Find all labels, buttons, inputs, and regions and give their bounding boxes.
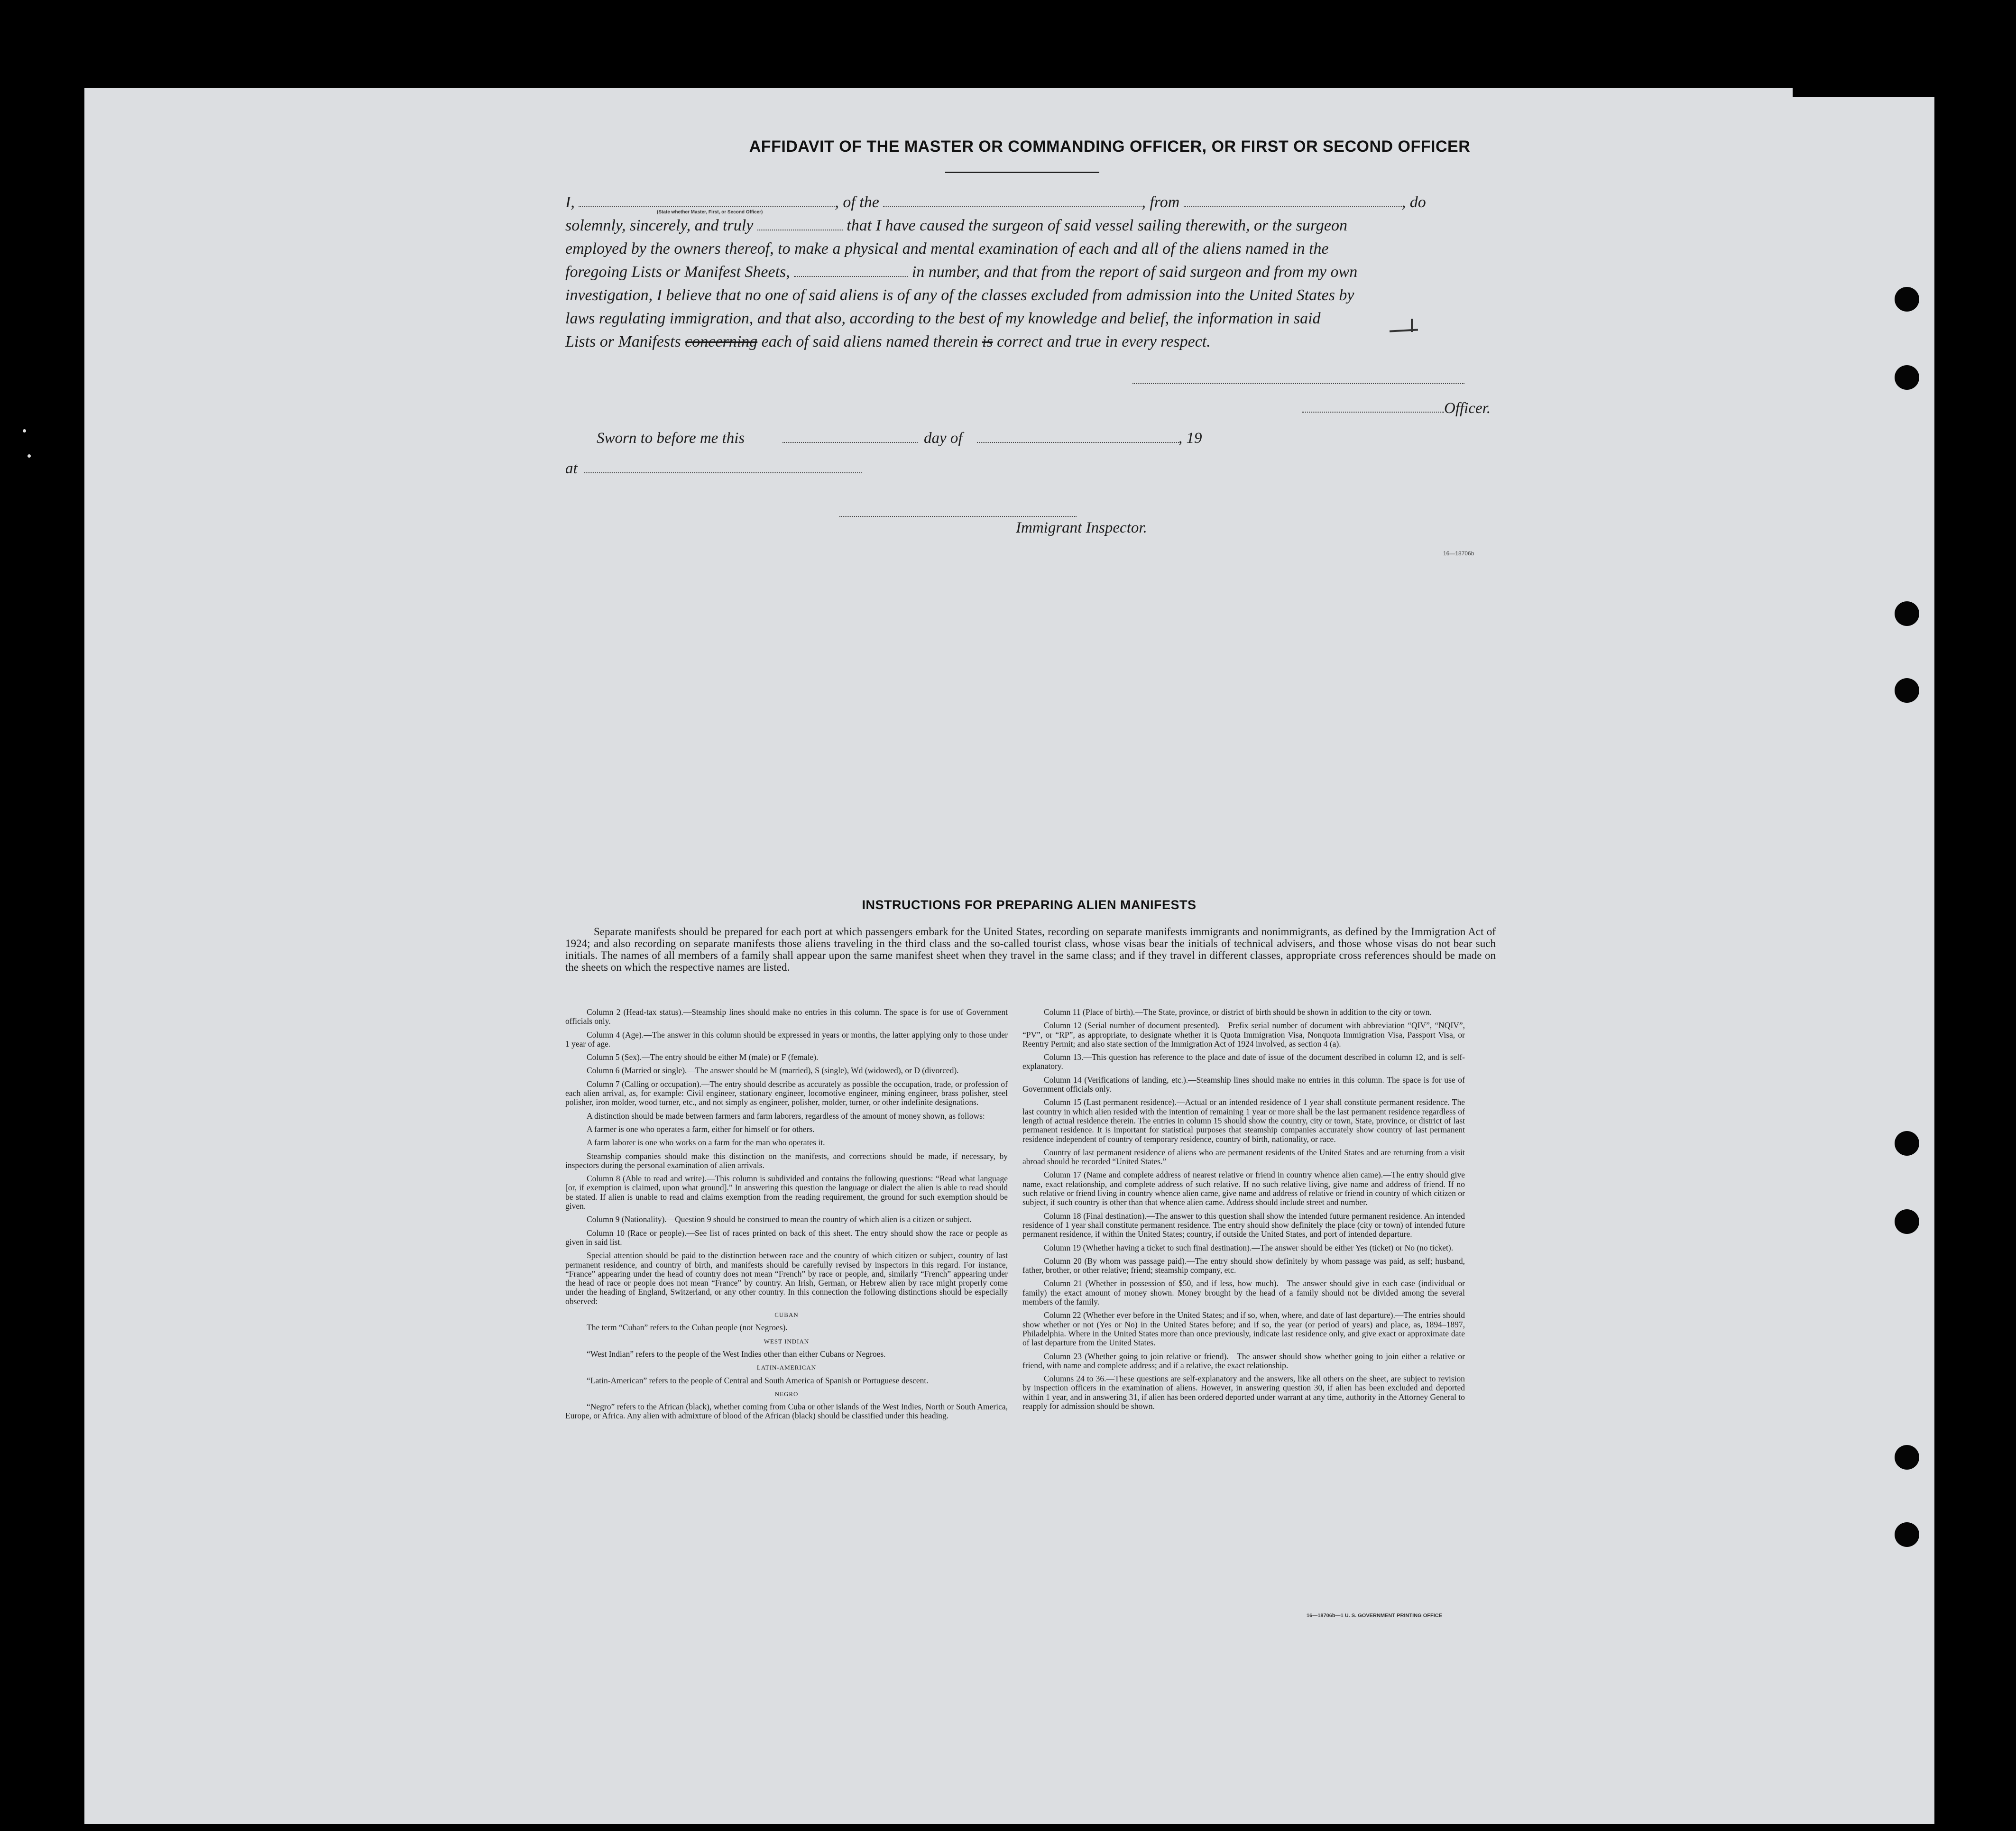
oath-line-4: [565, 260, 1498, 284]
margin-speck: [23, 429, 26, 432]
instruction-paragraph: Column 18 (Final destination).—The answer to this question shall show the intended future permanent residence. An intended residence of 1 year shall constitute permanent residence. The entry should show definitely the place (city or town) of intended future permanent residence, if within the United States; country, if outside the United States, and port of intended departure.: [1022, 1211, 1465, 1239]
oath-text: Lists or Manifests: [565, 333, 681, 350]
binder-hole: [1895, 1131, 1919, 1156]
cuban-text: The term “Cuban” refers to the Cuban people (not Negroes).: [587, 1323, 788, 1333]
instruction-paragraph: Column 15 (Last permanent residence).—Actual or an intended residence of 1 year shall constitute permanent residence. The last country in which alien resided with the intention of remaining 1 year or more shall be the last permanent residence regardless of length of actual residence therein. The entries in column 15 should show the country, city or town, State, province, or district of last permanent residence. It is important for statistical purposes that steamship companies accurately show country of last permanent residence independent of country of temporary residence, country of birth, nationality, or race.: [1022, 1097, 1465, 1144]
negro-text: “Negro” refers to the African (black), whether coming from Cuba or other islands of the West Indies, North or South America, Europe, or Africa. Any alien with admixture of blood of the African (black) should be classified under this heading.: [565, 1402, 1008, 1421]
binder-hole: [1895, 678, 1919, 703]
instruction-paragraph: Column 19 (Whether having a ticket to such final destination).—The answer should be either Yes (ticket) or No (no ticket).: [1044, 1242, 1454, 1252]
binder-hole: [1895, 287, 1919, 312]
handwritten-mark: [1411, 319, 1413, 332]
oath-text: foregoing Lists or Manifest Sheets,: [565, 263, 790, 281]
instruction-paragraph: Special attention should be paid to the distinction between race and the country of which citizen or subject, country of last permanent residence, and country of birth, and manifests should be carefully revised by inspectors in this regard. For instance, “France” appearing under the head of country does not mean “French” by race or people, and, similarly “French” appearing under the head of race or people does not mean “France” by country. An Irish, German, or Hebrew alien by race might properly come under the heading of England, Switzerland, or any other country. In this connection the following distinctions should be especially observed:: [565, 1251, 1008, 1306]
year-label: , 19: [1178, 430, 1202, 447]
sheet-count-field[interactable]: [794, 264, 908, 277]
oath-text: in number, and that from the report of said surgeon and from my own: [911, 263, 1358, 281]
officer-label: Officer.: [1444, 400, 1491, 417]
inspector-label: Immigrant Inspector.: [1016, 519, 1147, 536]
west-indian-text: “West Indian” refers to the people of the West Indies other than either Cubans or Negroes.: [587, 1349, 886, 1359]
affidavit-oath: [565, 191, 1498, 353]
title-rule: [945, 172, 1099, 173]
instruction-paragraph: Column 6 (Married or single).—The answer should be M (married), S (single), Wd (widowed), or D (divorced).: [587, 1066, 959, 1076]
binder-hole: [1895, 1445, 1919, 1470]
binder-hole: [1895, 365, 1919, 390]
latin-american-text: “Latin-American” refers to the people of Central and South America of Spanish or Portuguese descent.: [587, 1375, 929, 1385]
rank-field-note: (State whether Master, First, or Second Officer): [657, 210, 763, 215]
oath-text: solemnly, sincerely, and truly: [565, 217, 754, 234]
cuban-heading: CUBAN: [774, 1311, 799, 1319]
oath-from: , from: [1141, 193, 1180, 211]
affidavit-title: AFFIDAVIT OF THE MASTER OR COMMANDING OFFICER, OR FIRST OR SECOND OFFICER: [749, 138, 1471, 156]
oath-line-2: [565, 214, 1498, 237]
instruction-paragraph: Column 14 (Verifications of landing, etc.).—Steamship lines should make no entries in this column. The space is for use of Government officials only.: [1022, 1075, 1465, 1094]
oath-text: that I have caused the surgeon of said vessel sailing therewith, or the surgeon: [847, 217, 1348, 234]
sworn-label: Sworn to before me this: [597, 430, 745, 447]
instruction-paragraph: Column 11 (Place of birth).—The State, province, or district of birth should be shown in addition to the city or town.: [1044, 1007, 1432, 1017]
instruction-paragraph: A farm laborer is one who works on a farm for the man who operates it.: [587, 1138, 825, 1148]
instruction-paragraph: Country of last permanent residence of aliens who are permanent residents of the United States and are returning from a visit abroad should be recorded “United States.”: [1022, 1147, 1465, 1167]
page-corner: [1793, 88, 1935, 97]
oath-i: I,: [565, 193, 575, 211]
struck-word: is: [982, 333, 993, 350]
negro-heading: NEGRO: [774, 1390, 799, 1398]
oath-of: , of the: [835, 193, 879, 211]
oath-text: each of said aliens named therein: [761, 333, 978, 350]
instructions-title: INSTRUCTIONS FOR PREPARING ALIEN MANIFESTS: [862, 898, 1197, 912]
at-label: at: [565, 460, 578, 477]
oath-line-5: investigation, I believe that no one of said aliens is of any of the classes excluded from admission into the United States by: [565, 286, 1354, 304]
instruction-paragraph: Column 9 (Nationality).—Question 9 should be construed to mean the country of which alien is a citizen or subject.: [587, 1215, 972, 1224]
binder-hole: [1895, 1522, 1919, 1547]
latin-american-heading: LATIN-AMERICAN: [756, 1364, 817, 1371]
instruction-paragraph: Column 10 (Race or people).—See list of races printed on back of this sheet. The entry should show the race or people as given in said list.: [565, 1228, 1008, 1247]
printing-office-code: 16—18706b—1 U. S. GOVERNMENT PRINTING OFFICE: [1307, 1613, 1443, 1619]
instruction-paragraph: Column 12 (Serial number of document presented).—Prefix serial number of document with abbreviation “QIV”, “NQIV”, “PV”, or “RP”, as appropriate, to designate whether it is Quota Immigration Visa, Nonquota Immigration Visa, Passport Visa, or Reentry Permit; and also state section of the Immigration Act of 1924 involved, as section 4 (a).: [1022, 1021, 1465, 1049]
instructions-intro: Separate manifests should be prepared for each port at which passengers embark for the United States, recording on separate manifests immigrants and nonimmigrants, as defined by the Immigration Act of 1924; and also recording on separate manifests those aliens traveling in the third class and the so-called tourist class, whose visas bear the initials of technical advisers, and those whose visas do not bear such initials. The names of all members of a family shall appear upon the same manifest sheet when they travel in the same class; and if they travel in different classes, appropriate cross references should be made on the sheets on which the respective names are listed.: [565, 926, 1496, 973]
instruction-paragraph: Column 22 (Whether ever before in the United States; and if so, when, where, and date of last departure).—The entries should show whether or not (Yes or No) in the United States before; and if so, the year (or period of years) and place, as, 1894–1897, Philadelphia. Where in the United States more than once previously, indicate last residence only, and give exact or approximate date of last departure from the United States.: [1022, 1310, 1465, 1348]
binder-hole: [1895, 1209, 1919, 1234]
instruction-paragraph: Column 13.—This question has reference to the place and date of issue of the document described in column 12, and is self-explanatory.: [1022, 1052, 1465, 1071]
instructions-left-column: [565, 1008, 1008, 1425]
instruction-paragraph: Column 8 (Able to read and write).—This column is subdivided and contains the following questions: “Read what language [or, if exemption is claimed, upon what ground].” In answering this question the language or dialect the alien is able to read should be stated. If alien is unable to read and claims exemption from the reading requirement, the ground for such exemption should be given.: [565, 1174, 1008, 1211]
officer-signature-line[interactable]: [1132, 383, 1464, 384]
oath-line-3: employed by the owners thereof, to make a physical and mental examination of each and all of the aliens named in the: [565, 240, 1329, 258]
instruction-paragraph: Column 17 (Name and complete address of nearest relative or friend in country whence alien came).—The entry should give name, exact relationship, and complete address of such relative. If no such relative living, give name and address of friend. If no such relative or friend living in country whence alien came, give name and address of relative or friend in country of which citizen or subject, if such country is other than that whence alien came. Address should include street and number.: [1022, 1170, 1465, 1207]
instruction-paragraph: Column 23 (Whether going to join relative or friend).—The answer should show whether going to join either a relative or friend, with name and complete address; and if a relative, the exact relationship.: [1022, 1351, 1465, 1370]
instruction-paragraph: A distinction should be made between farmers and farm laborers, regardless of the amount of money shown, as follows:: [587, 1111, 985, 1121]
oath-do: , do: [1401, 193, 1426, 211]
instruction-paragraph: A farmer is one who operates a farm, either for himself or for others.: [587, 1124, 815, 1134]
instruction-paragraph: Column 2 (Head-tax status).—Steamship lines should make no entries in this column. The space is for use of Government officials only.: [565, 1007, 1008, 1026]
west-indian-heading: WEST INDIAN: [764, 1337, 810, 1345]
oath-blank-field[interactable]: [757, 217, 843, 230]
officer-title-line[interactable]: [1302, 412, 1444, 413]
oath-text: correct and true in every respect.: [997, 333, 1211, 350]
instruction-paragraph: Steamship companies should make this distinction on the manifests, and corrections should be made, if necessary, by inspectors during the personal examination of alien arrivals.: [565, 1151, 1008, 1170]
form-number: 16—18706b: [1443, 550, 1474, 557]
instruction-paragraph: Column 7 (Calling or occupation).—The entry should describe as accurately as possible the occupation, trade, or profession of each alien arrival, as, for example: Civil engineer, stationary engineer, locomotive engineer, mining engineer, brass polisher, steel polisher, iron molder, wood turner, etc., and not simply as engineer, polisher, molder, turner, or other indefinite designations.: [565, 1079, 1008, 1107]
oath-line-7: [565, 330, 1498, 353]
sworn-place-field[interactable]: [584, 472, 862, 473]
instruction-paragraph: Column 5 (Sex).—The entry should be either M (male) or F (female).: [587, 1052, 819, 1062]
instruction-paragraph: Column 4 (Age).—The answer in this column should be expressed in years or months, the latter applying only to those under 1 year of age.: [565, 1030, 1008, 1049]
instruction-paragraph: Column 20 (By whom was passage paid).—The entry should show definitely by whom passage was paid, as self; husband, father, brother, or other relative; friend; steamship company, etc.: [1022, 1256, 1465, 1275]
inspector-signature-line[interactable]: [839, 516, 1077, 517]
departure-port-field[interactable]: [1184, 194, 1402, 207]
instruction-paragraph: Column 21 (Whether in possession of $50, and if less, how much).—The answer should give in each case (individual or family) the exact amount of money shown. Money brought by the head of a family should not be divided among the several members of the family.: [1022, 1279, 1465, 1307]
oath-line-6: laws regulating immigration, and that also, according to the best of my knowledge and belief, the information in said: [565, 310, 1321, 327]
vessel-name-field[interactable]: [883, 194, 1141, 207]
officer-rank-field[interactable]: [579, 194, 835, 207]
struck-word: concerning: [685, 333, 758, 350]
instructions-right-column: [1022, 1008, 1465, 1415]
binder-hole: [1895, 601, 1919, 626]
instruction-paragraph: Columns 24 to 36.—These questions are self-explanatory and the answers, like all others on the sheet, are subject to revision by inspection officers in the examination of aliens. However, in answering question 30, if alien has been excluded and deported within 1 year, and in answering 31, if alien has been ordered deported under warrant at any time, authority in the Attorney General to reapply for admission should be shown.: [1022, 1374, 1465, 1411]
sworn-day-field[interactable]: [782, 442, 918, 443]
day-of-label: day of: [924, 430, 963, 447]
margin-speck: [28, 454, 31, 458]
sworn-month-field[interactable]: [977, 442, 1181, 443]
